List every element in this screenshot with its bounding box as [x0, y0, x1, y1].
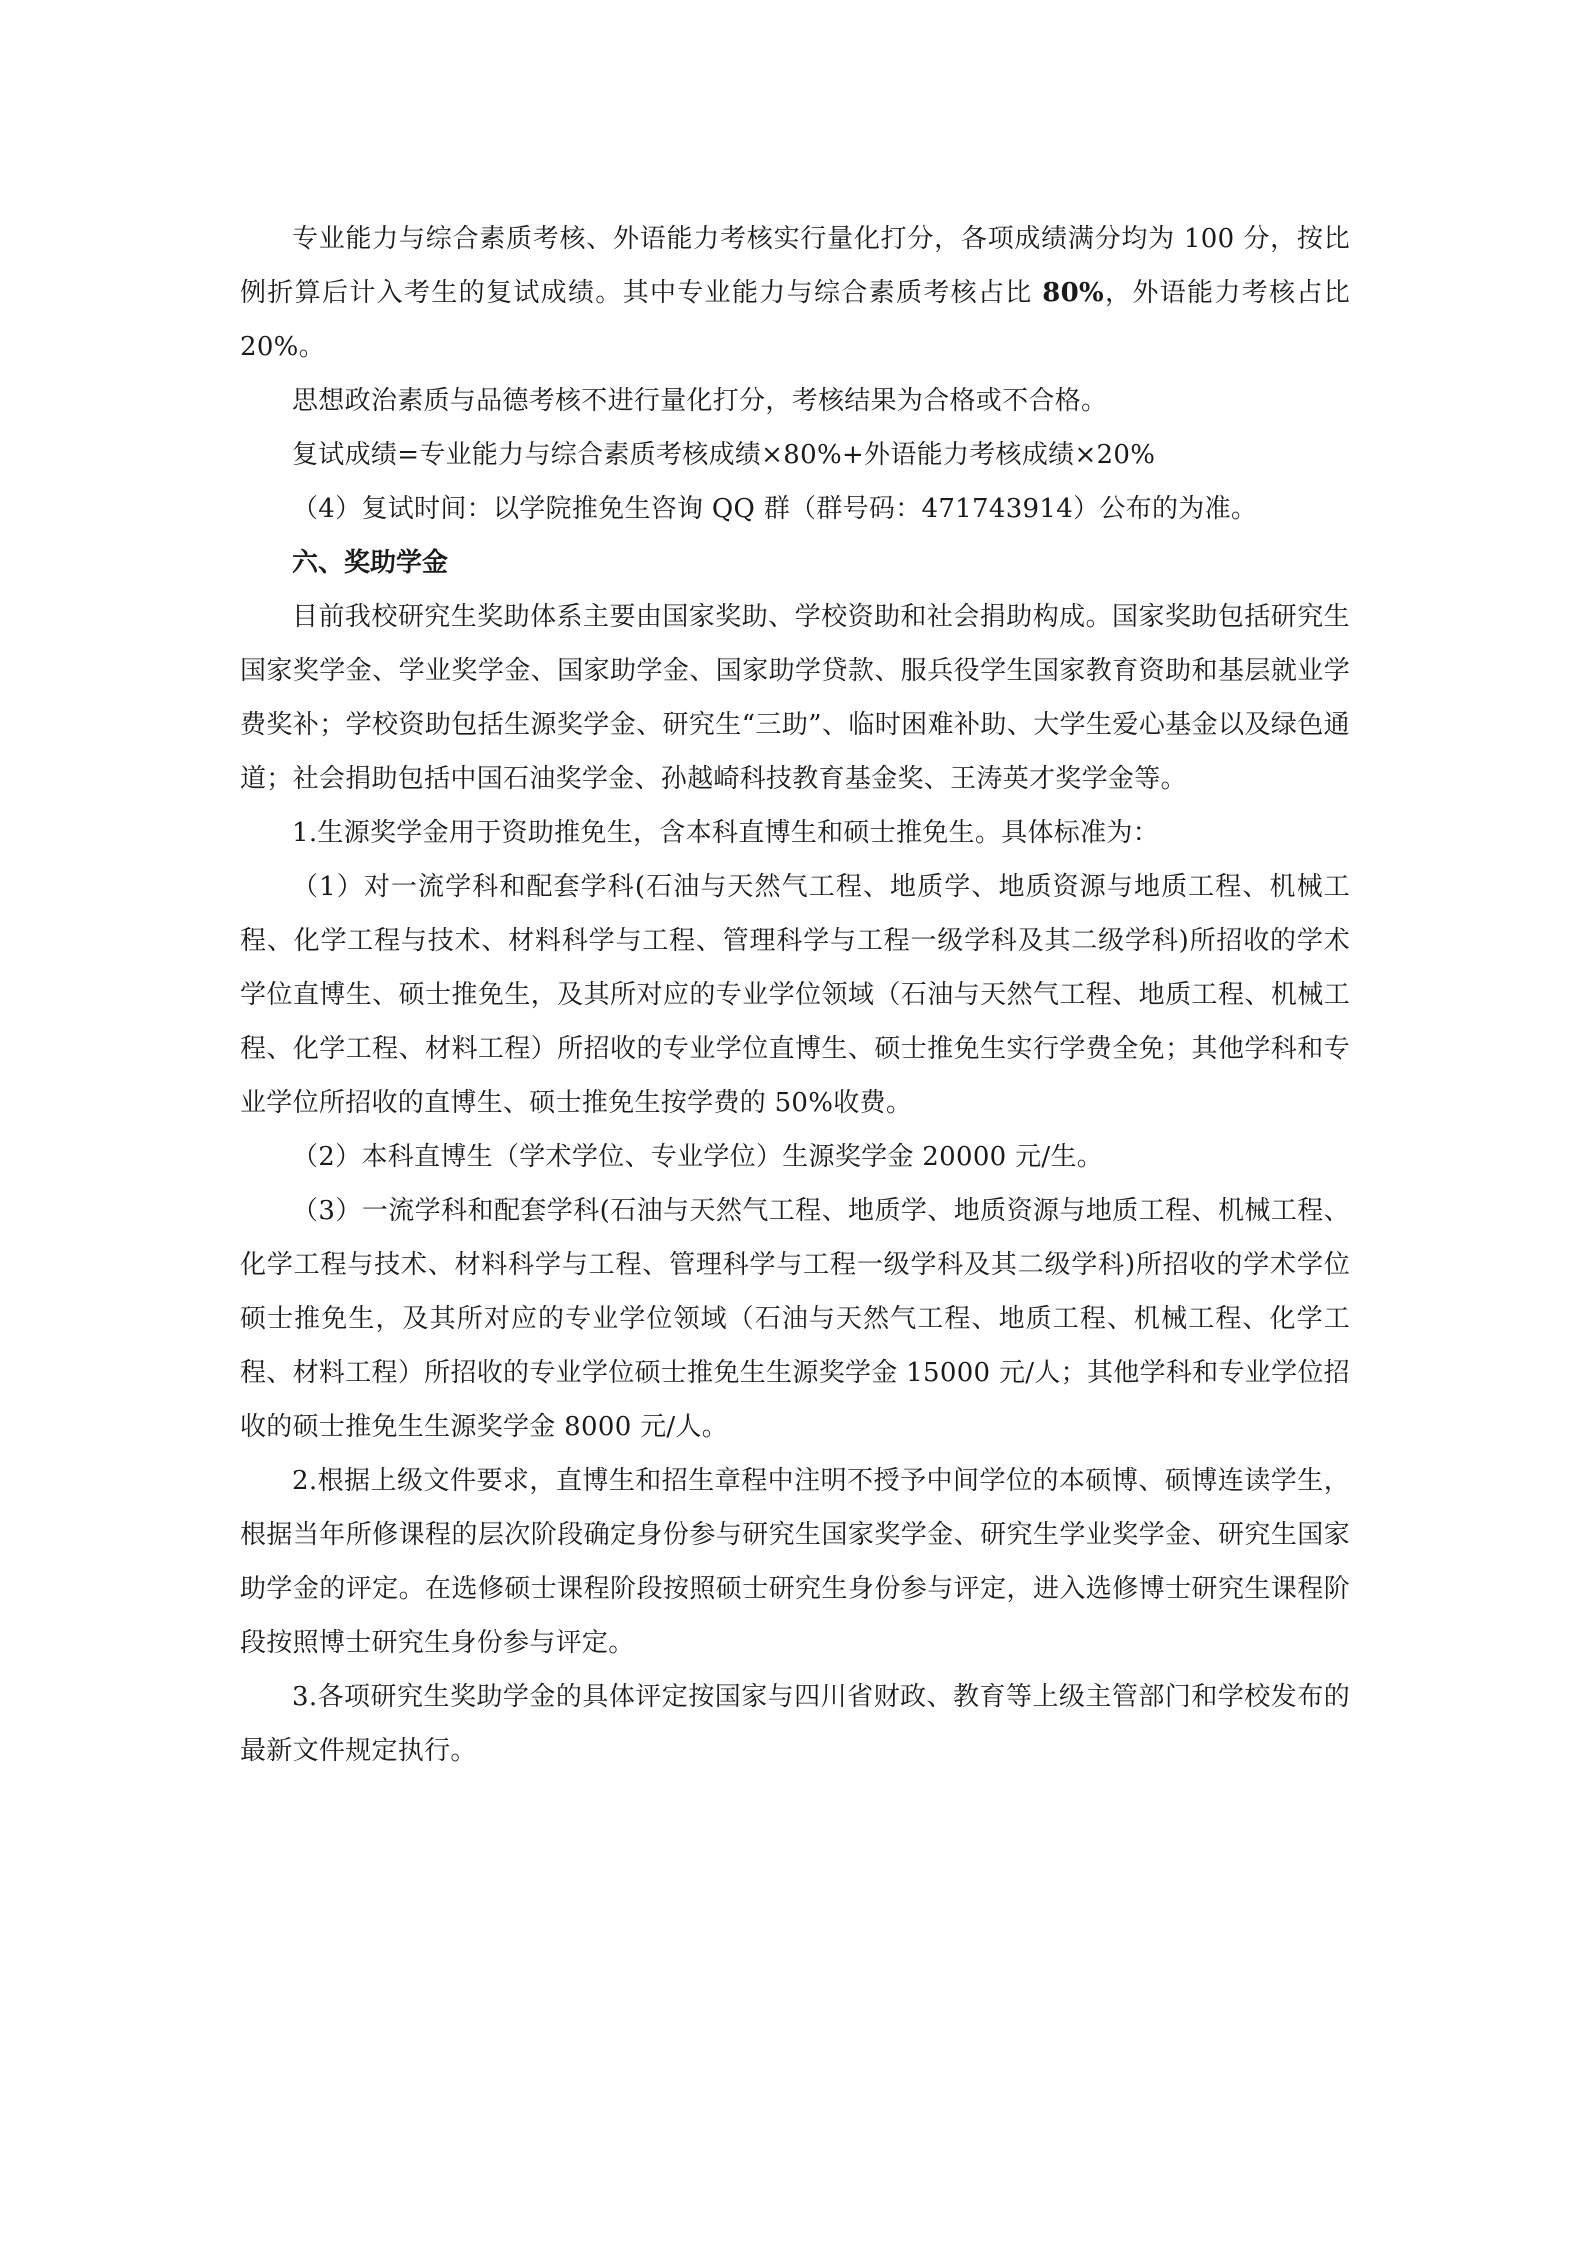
- paragraph-item-3: （3）一流学科和配套学科(石油与天然气工程、地质学、地质资源与地质工程、机械工程、化学工程与技术、材料科学与工程、管理科学与工程一级学科及其二级学科)所招收的学术学位硕士推免生，及其所对应的专业学位领域（石油与天然气工程、地质工程、机械工程、化学工程、材料工程）所招收的专业学位硕士推免生生源奖学金 15000 元/人；其他学科和专业学位招收的硕士推免生生源奖学金 8000 元/人。: [240, 1196, 1350, 1442]
- paragraph-evaluation-rule: 3.各项研究生奖助学金的具体评定按国家与四川省财政、教育等上级主管部门和学校发布的最新文件规定执行。: [240, 1682, 1350, 1766]
- paragraph-aid-system: 目前我校研究生奖助体系主要由国家奖助、学校资助和社会捐助构成。国家奖助包括研究生国家奖学金、学业奖学金、国家助学金、国家助学贷款、服兵役学生国家教育资助和基层就业学费奖补；学校资助包括生源奖学金、研究生“三助”、临时困难补助、大学生爱心基金以及绿色通道；社会捐助包括中国石油奖学金、孙越崎科技教育基金奖、王涛英才奖学金等。: [240, 602, 1350, 794]
- paragraph-score-weighting-bold: 80%: [1042, 278, 1105, 308]
- paragraph-score-weighting-tail: ，外语能力考核占比 20%。: [240, 278, 1351, 362]
- paragraph-source-scholarship: 1.生源奖学金用于资助推免生，含本科直博生和硕士推免生。具体标准为：: [292, 818, 1160, 848]
- section-heading-scholarships: 六、奖助学金: [292, 548, 449, 578]
- paragraph-retest-time: （4）复试时间：以学院推免生咨询 QQ 群（群号码：471743914）公布的为准。: [292, 494, 1258, 524]
- paragraph-score-weighting-text: 专业能力与综合素质考核、外语能力考核实行量化打分，各项成绩满分均为 100 分，按比例折算后计入考生的复试成绩。其中专业能力与综合素质考核占比: [240, 224, 1350, 308]
- document-page: [240, 212, 1350, 1778]
- paragraph-item-1: （1）对一流学科和配套学科(石油与天然气工程、地质学、地质资源与地质工程、机械工程、化学工程与技术、材料科学与工程、管理科学与工程一级学科及其二级学科)所招收的学术学位直博生、硕士推免生，及其所对应的专业学位领域（石油与天然气工程、地质工程、机械工程、化学工程、材料工程）所招收的专业学位直博生、硕士推免生实行学费全免；其他学科和专业学位所招收的直博生、硕士推免生按学费的 50%收费。: [240, 872, 1350, 1118]
- paragraph-political-assessment: 思想政治素质与品德考核不进行量化打分，考核结果为合格或不合格。: [292, 386, 1108, 416]
- paragraph-score-weighting: [240, 212, 1350, 374]
- paragraph-score-formula: 复试成绩=专业能力与综合素质考核成绩×80%+外语能力考核成绩×20%: [292, 440, 1156, 470]
- paragraph-direct-phd-rule: 2.根据上级文件要求，直博生和招生章程中注明不授予中间学位的本硕博、硕博连读学生，根据当年所修课程的层次阶段确定身份参与研究生国家奖学金、研究生学业奖学金、研究生国家助学金的评定。在选修硕士课程阶段按照硕士研究生身份参与评定，进入选修博士研究生课程阶段按照博士研究生身份参与评定。: [240, 1466, 1350, 1658]
- paragraph-item-2: （2）本科直博生（学术学位、专业学位）生源奖学金 20000 元/生。: [292, 1142, 1104, 1172]
